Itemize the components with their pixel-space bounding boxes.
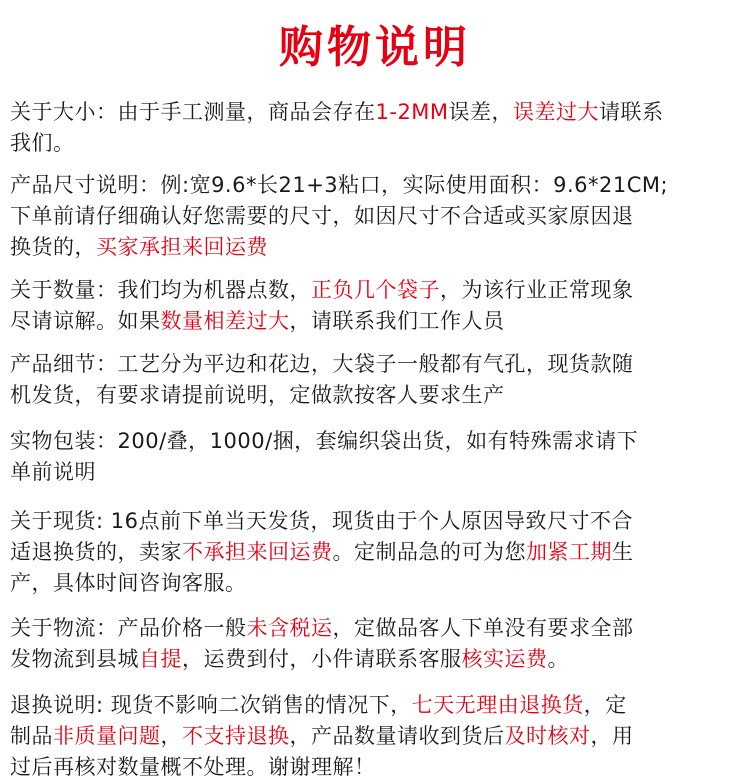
stock-note-line-2: 适退换货的，卖家不承担来回运费。定制品急的可为您加紧工期生 (10, 540, 634, 564)
highlight-no-return-shipping: 不承担来回运费 (182, 540, 333, 564)
size-note-line-2: 我们。 (10, 131, 75, 155)
return-note-line-1: 退换说明: 现货不影响二次销售的情况下，七天无理由退换货，定 (10, 693, 627, 717)
quantity-note-line-1: 关于数量：我们均为机器点数，正负几个袋子，为该行业正常现象 (10, 278, 634, 302)
highlight-buyer-pays-shipping: 买家承担来回运费 (96, 235, 268, 259)
highlight-rush-order: 加紧工期 (526, 540, 612, 564)
highlight-non-quality-issue: 非质量问题 (53, 724, 161, 748)
highlight-self-pickup: 自提 (139, 647, 182, 671)
logistics-note-line-2: 发物流到县城自提，运费到付，小件请联系客服核实运费。 (10, 647, 569, 671)
return-note-line-2: 制品非质量问题，不支持退换，产品数量请收到货后及时核对，用 (10, 724, 634, 748)
logistics-note (10, 613, 745, 675)
detail-note-line-2: 机发货，有要求请提前说明，定做款按客人要求生产 (10, 383, 505, 407)
highlight-error-range: 1-2MM (375, 100, 449, 124)
packaging-note (10, 426, 745, 488)
dimension-note-line-3: 换货的，买家承担来回运费 (10, 235, 268, 259)
dimension-note (10, 170, 745, 263)
detail-note-line-1: 产品细节：工艺分为平边和花边，大袋子一般都有气孔，现货款随 (10, 352, 634, 376)
highlight-seven-day-return: 七天无理由退换货 (411, 693, 584, 717)
highlight-verify-shipping: 核实运费 (461, 647, 548, 671)
packaging-note-line-1: 实物包装：200/叠，1000/捆，套编织袋出货，如有特殊需求请下 (10, 429, 639, 453)
highlight-count-tolerance: 正负几个袋子 (311, 278, 440, 302)
detail-note (10, 349, 745, 411)
dimension-note-line-2: 下单前请仔细确认好您需要的尺寸，如因尺寸不合适或买家原因退 (10, 204, 634, 228)
stock-note (10, 506, 745, 599)
stock-note-line-1: 关于现货: 16点前下单当天发货，现货由于个人原因导致尺寸不合 (10, 509, 633, 533)
stock-note-line-3: 产，具体时间咨询客服。 (10, 571, 247, 595)
return-note-line-3: 过后再核对数量概不处理。谢谢理解！ (10, 755, 376, 779)
logistics-note-line-1: 关于物流：产品价格一般未含税运，定做品客人下单没有要求全部 (10, 616, 634, 640)
size-note (10, 97, 745, 159)
page-title: 购物说明 (279, 22, 471, 73)
highlight-check-promptly: 及时核对 (504, 724, 591, 748)
highlight-tax-excluded: 未含税运 (246, 616, 333, 640)
highlight-error-large: 误差过大 (513, 100, 600, 124)
quantity-note (10, 275, 745, 337)
highlight-count-difference: 数量相差过大 (160, 309, 290, 333)
highlight-no-return-support: 不支持退换 (182, 724, 290, 748)
dimension-note-line-1: 产品尺寸说明：例:宽9.6*长21+3粘口，实际使用面积：9.6*21CM; (10, 173, 669, 197)
packaging-note-line-2: 单前说明 (10, 460, 96, 484)
return-note (10, 690, 745, 783)
size-note-line-1: 关于大小：由于手工测量，商品会存在1-2MM误差，误差过大请联系 (10, 100, 664, 124)
quantity-note-line-2: 尽请谅解。如果数量相差过大，请联系我们工作人员 (10, 309, 505, 333)
